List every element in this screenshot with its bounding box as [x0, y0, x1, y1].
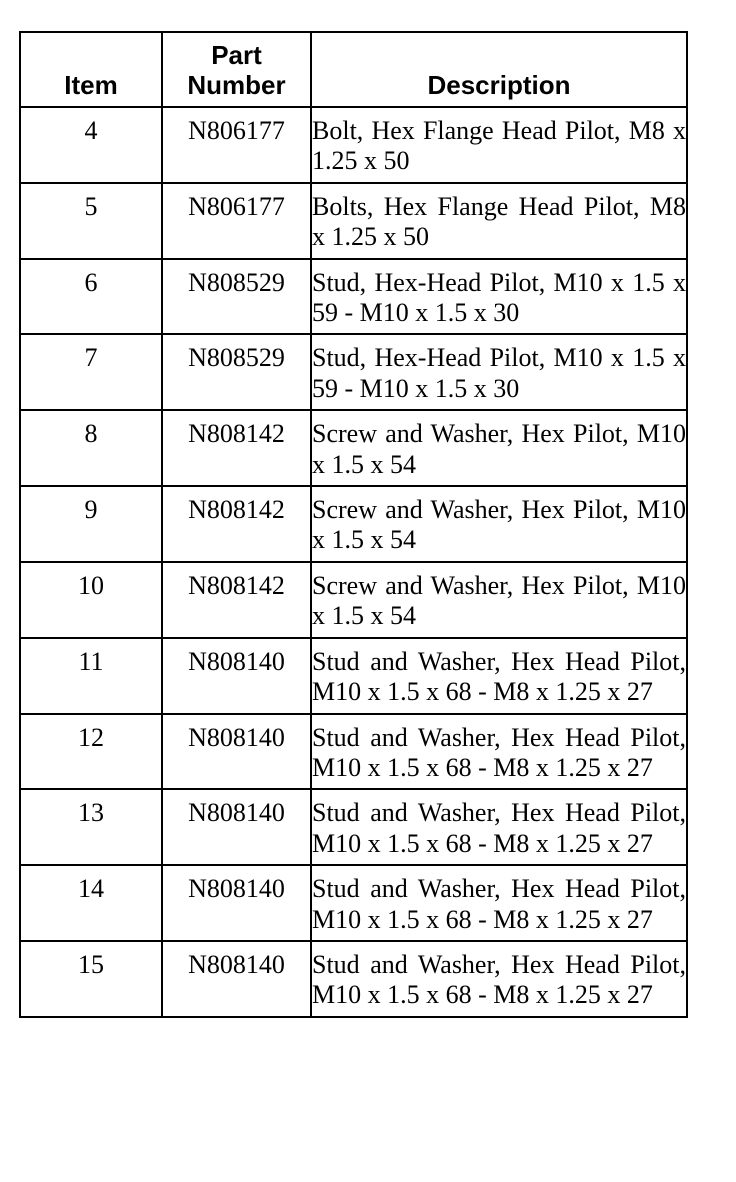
header-part-label-line1: Part — [211, 40, 262, 70]
part-number-cell: N808140 — [162, 865, 311, 941]
table-row — [20, 334, 687, 410]
part-number-cell: N808142 — [162, 410, 311, 486]
description-cell: Stud and Washer, Hex Head Pilot, M10 x 1.5 x 68 - M8 x 1.25 x 27 — [311, 789, 687, 865]
item-cell: 10 — [20, 562, 162, 638]
description-cell: Screw and Washer, Hex Pilot, M10 x 1.5 x 54 — [311, 410, 687, 486]
item-cell: 6 — [20, 259, 162, 335]
description-cell: Stud and Washer, Hex Head Pilot, M10 x 1.5 x 68 - M8 x 1.25 x 27 — [311, 865, 687, 941]
description-cell: Stud and Washer, Hex Head Pilot, M10 x 1.5 x 68 - M8 x 1.25 x 27 — [311, 638, 687, 714]
item-cell: 14 — [20, 865, 162, 941]
description-cell: Stud and Washer, Hex Head Pilot, M10 x 1.5 x 68 - M8 x 1.25 x 27 — [311, 714, 687, 790]
item-cell: 13 — [20, 789, 162, 865]
item-cell: 15 — [20, 941, 162, 1017]
header-description-label: Description — [427, 70, 571, 100]
header-part-number — [162, 32, 311, 107]
header-item — [20, 32, 162, 107]
table-row — [20, 638, 687, 714]
table-row — [20, 183, 687, 259]
description-cell: Screw and Washer, Hex Pilot, M10 x 1.5 x 54 — [311, 562, 687, 638]
part-number-cell: N806177 — [162, 107, 311, 183]
part-number-cell: N808142 — [162, 562, 311, 638]
item-cell: 9 — [20, 486, 162, 562]
header-item-label: Item — [64, 70, 118, 100]
description-cell: Stud, Hex-Head Pilot, M10 x 1.5 x 59 - M10 x 1.5 x 30 — [311, 259, 687, 335]
table-row — [20, 486, 687, 562]
table-row — [20, 789, 687, 865]
item-cell: 12 — [20, 714, 162, 790]
part-number-cell: N808140 — [162, 789, 311, 865]
description-cell: Bolt, Hex Flange Head Pilot, M8 x 1.25 x 50 — [311, 107, 687, 183]
table-row — [20, 259, 687, 335]
header-part-label-line2: Number — [187, 70, 286, 100]
part-number-cell: N808529 — [162, 259, 311, 335]
part-number-cell: N808140 — [162, 941, 311, 1017]
description-cell: Stud and Washer, Hex Head Pilot, M10 x 1.5 x 68 - M8 x 1.25 x 27 — [311, 941, 687, 1017]
part-number-cell: N808140 — [162, 638, 311, 714]
part-number-cell: N808142 — [162, 486, 311, 562]
table-row — [20, 865, 687, 941]
description-cell: Screw and Washer, Hex Pilot, M10 x 1.5 x 54 — [311, 486, 687, 562]
table-row — [20, 941, 687, 1017]
description-cell: Bolts, Hex Flange Head Pilot, M8 x 1.25 x 50 — [311, 183, 687, 259]
parts-table — [19, 31, 688, 1018]
header-description — [311, 32, 687, 107]
table-row — [20, 107, 687, 183]
item-cell: 4 — [20, 107, 162, 183]
item-cell: 8 — [20, 410, 162, 486]
item-cell: 11 — [20, 638, 162, 714]
part-number-cell: N806177 — [162, 183, 311, 259]
description-cell: Stud, Hex-Head Pilot, M10 x 1.5 x 59 - M10 x 1.5 x 30 — [311, 334, 687, 410]
table-row — [20, 410, 687, 486]
table-row — [20, 714, 687, 790]
item-cell: 5 — [20, 183, 162, 259]
item-cell: 7 — [20, 334, 162, 410]
header-row — [20, 32, 687, 107]
table-row — [20, 562, 687, 638]
part-number-cell: N808529 — [162, 334, 311, 410]
part-number-cell: N808140 — [162, 714, 311, 790]
